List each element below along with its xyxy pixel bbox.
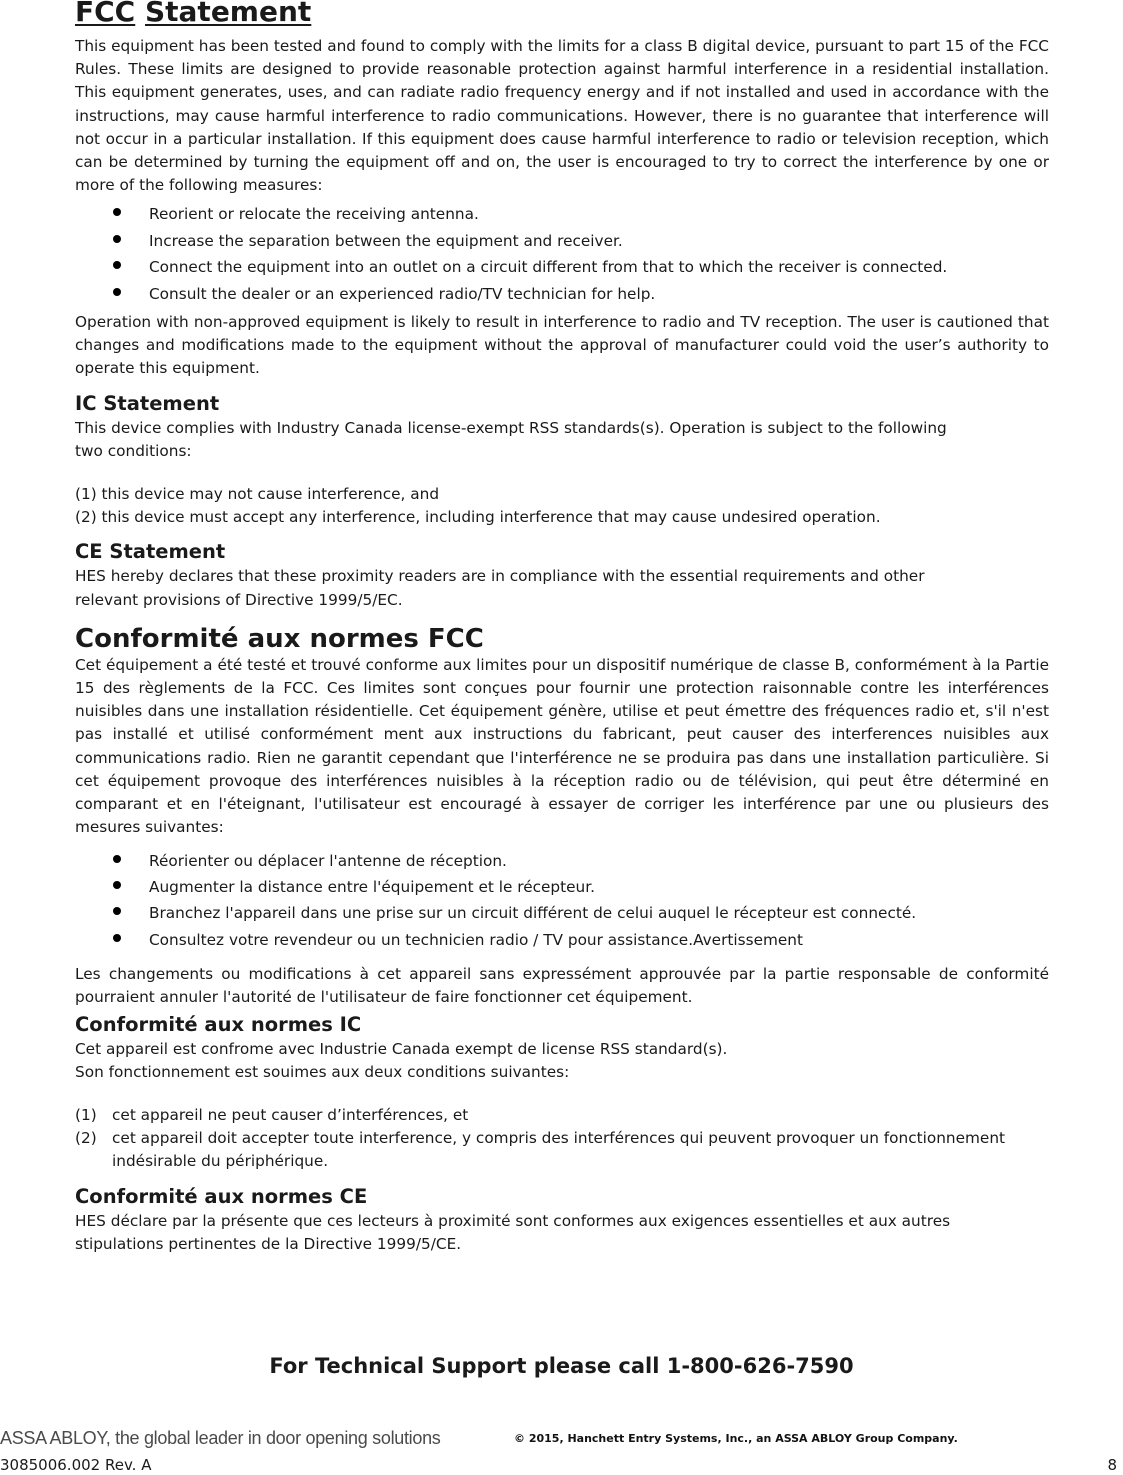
document-number: 3085006.002 Rev. A (0, 1456, 152, 1474)
condition-number: (1) (75, 1105, 97, 1124)
ce-line-2: relevant provisions of Directive 1999/5/EC. (75, 590, 403, 609)
fcc-warning-paragraph: Operation with non-approved equipment is likely to result in interference to radio and TV reception. The user is cautioned that changes and modifications made to the equipment without the approval of manufacturer could void the user’s authority to operate this equipment. (75, 313, 1049, 378)
list-item: Consult the dealer or an experienced radio/TV technician for help. (75, 281, 1049, 307)
assa-abloy-brand-line: ASSA ABLOY, the global leader in door opening solutions (0, 1428, 441, 1448)
fcc-intro-paragraph: This equipment has been tested and found to comply with the limits for a class B digital device, pursuant to part 15 of the FCC Rules. These limits are designed to provide reasonable protection against harmful interference in a residential installation. This equipment generates, uses, and can radiate radio frequency energy and if not installed and used in accordance with the instructions, may cause harmful interference to radio communications. However, there is no guarantee that interference will not occur in a particular installation. If this equipment does cause harmful interference to radio or television reception, which can be determined by turning the equipment off and on, the user is encouraged to try to correct the interference by one or more of the following measures: (75, 37, 1049, 195)
list-item (75, 1104, 1049, 1127)
list-item: Consultez votre revendeur ou un technicien radio / TV pour assistance.Avertissement (75, 927, 1049, 953)
fr-ce-line-2: stipulations pertinentes de la Directive 1999/5/CE. (75, 1234, 462, 1253)
list-item: Augmenter la distance entre l'équipement et le récepteur. (75, 874, 1049, 900)
ic-line-2: two conditions: (75, 441, 192, 460)
fr-ic-heading: Conformité aux normes IC (75, 1012, 362, 1036)
fcc-heading-word: Statement (144, 0, 312, 28)
list-item: Branchez l'appareil dans une prise sur un circuit différent de celui auquel le récepteur est connecté. (75, 900, 1049, 926)
ic-condition-1: (1) this device may not cause interference, and (75, 485, 440, 504)
fr-ic-line-1: Cet appareil est confrome avec Industrie Canada exempt de license RSS standard(s). (75, 1039, 728, 1058)
condition-text: cet appareil doit accepter toute interference, y compris des interférences qui peuvent provoquer un fonctionnement indésirable du périphérique. (112, 1129, 1006, 1171)
list-item: Connect the equipment into an outlet on a circuit different from that to which the receiver is connected. (75, 254, 1049, 280)
condition-number: (2) (75, 1129, 97, 1148)
ic-condition-2: (2) this device must accept any interference, including interference that may cause undesired operation. (75, 508, 881, 527)
list-item: Reorient or relocate the receiving antenna. (75, 201, 1049, 227)
document-body (75, 0, 1049, 1256)
copyright-notice: © 2015, Hanchett Entry Systems, Inc., an ASSA ABLOY Group Company. (514, 1432, 958, 1445)
fr-ce-line-1: HES déclare par la présente que ces lecteurs à proximité sont conformes aux exigences essentielles et aux autres (75, 1211, 951, 1230)
condition-text: cet appareil ne peut causer d’interférences, et (112, 1105, 469, 1124)
ce-statement-heading: CE Statement (75, 540, 226, 564)
fcc-statement-heading (75, 0, 1049, 26)
ce-line-1: HES hereby declares that these proximity readers are in compliance with the essential requirements and other (75, 567, 925, 586)
page-number: 8 (1107, 1456, 1117, 1474)
list-item: Réorienter ou déplacer l'antenne de réception. (75, 848, 1049, 874)
fcc-measures-list (75, 201, 1049, 307)
ic-line-1: This device complies with Industry Canada license-exempt RSS standards(s). Operation is subject to the following (75, 418, 947, 437)
list-item (75, 1127, 1049, 1173)
fr-fcc-intro-paragraph: Cet équipement a été testé et trouvé conforme aux limites pour un dispositif numérique de classe B, conformément à la Partie 15 des règlements de la FCC. Ces limites sont conçues pour fournir une protection raisonnable contre les interférences nuisibles dans une installation résidentielle. Cet équipement génère, utilise et peut émettre des fréquences radio et, s'il n'est pas installé et utilisé conformément ment aux instructions du fabricant, peut causer des interferences nuisibles aux communications radio. Rien ne garantit cependant que l'interférence ne se produira pas dans une installation particulière. Si cet équipement provoque des interférences nuisibles à la réception radio ou de télévision, qui peut être déterminé en comparant et en l'éteignant, l'utilisateur est encouragé à essayer de corriger les interférence par une ou plusieurs des mesures suivantes: (75, 655, 1049, 837)
list-item: Increase the separation between the equipment and receiver. (75, 228, 1049, 254)
fr-ic-conditions-list (75, 1104, 1049, 1174)
fr-ic-line-2: Son fonctionnement est souimes aux deux conditions suivantes: (75, 1062, 570, 1081)
fr-fcc-heading: Conformité aux normes FCC (75, 623, 484, 654)
fcc-heading-acronym: FCC (75, 0, 136, 28)
fr-fcc-warning-paragraph: Les changements ou modifications à cet appareil sans expressément approuvée par la partie responsable de conformité pourraient annuler l'autorité de l'utilisateur de faire fonctionner cet équipement. (75, 965, 1049, 1007)
ic-statement-heading: IC Statement (75, 391, 220, 415)
technical-support-line: For Technical Support please call 1-800-626-7590 (269, 1354, 854, 1378)
fr-ce-heading: Conformité aux normes CE (75, 1184, 368, 1208)
fr-fcc-measures-list (75, 848, 1049, 954)
